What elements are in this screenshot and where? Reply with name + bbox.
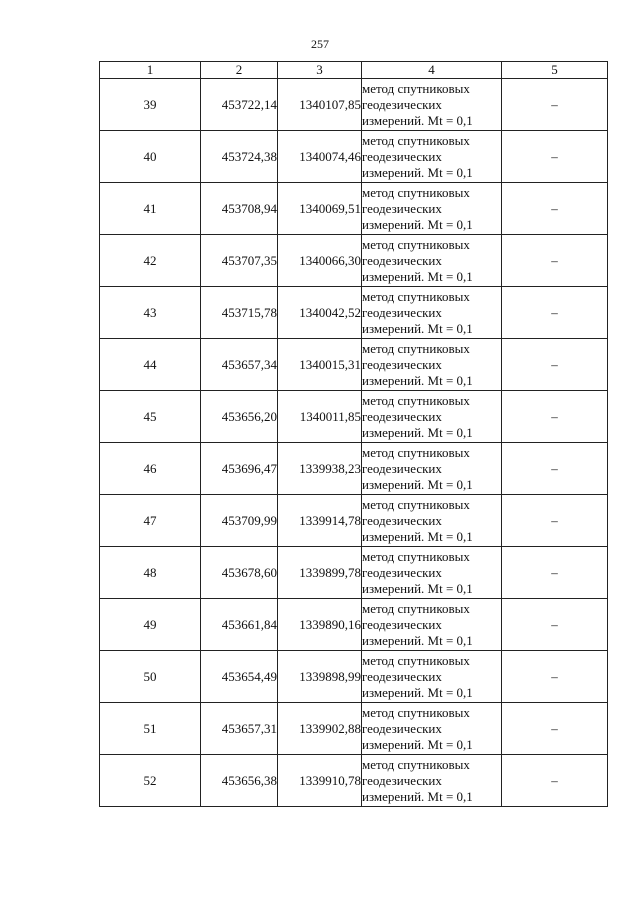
- table-row: [100, 651, 608, 703]
- table-row: [100, 547, 608, 599]
- method-cell: [362, 599, 502, 651]
- x-coordinate-cell: 453656,38: [201, 755, 278, 807]
- method-line: метод спутниковых: [362, 132, 470, 148]
- point-number-cell: 45: [100, 391, 201, 443]
- method-cell: [362, 235, 502, 287]
- table-row: [100, 183, 608, 235]
- method-line: геодезических: [362, 668, 442, 684]
- header-row: [100, 62, 608, 79]
- method-line: метод спутниковых: [362, 392, 470, 408]
- y-coordinate-cell: 1339910,78: [278, 755, 362, 807]
- method-line: геодезических: [362, 148, 442, 164]
- method-line: метод спутниковых: [362, 496, 470, 512]
- method-line: измерений. Mt = 0,1: [362, 476, 473, 492]
- table-row: [100, 495, 608, 547]
- x-coordinate-cell: 453696,47: [201, 443, 278, 495]
- point-number-cell: 50: [100, 651, 201, 703]
- method-cell: [362, 183, 502, 235]
- point-number-cell: 40: [100, 131, 201, 183]
- method-line: измерений. Mt = 0,1: [362, 424, 473, 440]
- method-line: измерений. Mt = 0,1: [362, 684, 473, 700]
- method-line: измерений. Mt = 0,1: [362, 736, 473, 752]
- x-coordinate-cell: 453678,60: [201, 547, 278, 599]
- method-line: измерений. Mt = 0,1: [362, 528, 473, 544]
- header-col-4: 4: [362, 62, 502, 79]
- header-col-5: 5: [502, 62, 608, 79]
- method-cell: [362, 79, 502, 131]
- point-number-cell: 46: [100, 443, 201, 495]
- table-row: [100, 755, 608, 807]
- point-number-cell: 47: [100, 495, 201, 547]
- method-line: измерений. Mt = 0,1: [362, 164, 473, 180]
- note-cell: –: [502, 339, 608, 391]
- note-cell: –: [502, 755, 608, 807]
- table-row: [100, 339, 608, 391]
- table-body: [100, 79, 608, 807]
- note-cell: –: [502, 651, 608, 703]
- y-coordinate-cell: 1339902,88: [278, 703, 362, 755]
- note-cell: –: [502, 287, 608, 339]
- method-line: метод спутниковых: [362, 236, 470, 252]
- method-line: геодезических: [362, 772, 442, 788]
- table-row: [100, 79, 608, 131]
- x-coordinate-cell: 453656,20: [201, 391, 278, 443]
- x-coordinate-cell: 453724,38: [201, 131, 278, 183]
- y-coordinate-cell: 1339899,78: [278, 547, 362, 599]
- method-line: геодезических: [362, 512, 442, 528]
- method-cell: [362, 287, 502, 339]
- x-coordinate-cell: 453707,35: [201, 235, 278, 287]
- table-row: [100, 131, 608, 183]
- method-cell: [362, 391, 502, 443]
- method-line: геодезических: [362, 616, 442, 632]
- y-coordinate-cell: 1340069,51: [278, 183, 362, 235]
- point-number-cell: 51: [100, 703, 201, 755]
- point-number-cell: 44: [100, 339, 201, 391]
- method-line: измерений. Mt = 0,1: [362, 216, 473, 232]
- note-cell: –: [502, 495, 608, 547]
- coordinates-table: [99, 61, 608, 807]
- method-line: метод спутниковых: [362, 704, 470, 720]
- method-line: метод спутниковых: [362, 184, 470, 200]
- method-cell: [362, 651, 502, 703]
- method-line: измерений. Mt = 0,1: [362, 580, 473, 596]
- method-line: геодезических: [362, 408, 442, 424]
- x-coordinate-cell: 453654,49: [201, 651, 278, 703]
- method-line: измерений. Mt = 0,1: [362, 320, 473, 336]
- table-row: [100, 391, 608, 443]
- method-cell: [362, 339, 502, 391]
- y-coordinate-cell: 1340107,85: [278, 79, 362, 131]
- y-coordinate-cell: 1340066,30: [278, 235, 362, 287]
- y-coordinate-cell: 1340011,85: [278, 391, 362, 443]
- method-line: метод спутниковых: [362, 652, 470, 668]
- point-number-cell: 49: [100, 599, 201, 651]
- method-cell: [362, 547, 502, 599]
- note-cell: –: [502, 235, 608, 287]
- y-coordinate-cell: 1340042,52: [278, 287, 362, 339]
- table-row: [100, 443, 608, 495]
- y-coordinate-cell: 1339898,99: [278, 651, 362, 703]
- x-coordinate-cell: 453708,94: [201, 183, 278, 235]
- note-cell: –: [502, 79, 608, 131]
- method-line: геодезических: [362, 564, 442, 580]
- table-row: [100, 287, 608, 339]
- method-line: измерений. Mt = 0,1: [362, 632, 473, 648]
- method-line: метод спутниковых: [362, 340, 470, 356]
- method-line: геодезических: [362, 96, 442, 112]
- method-line: метод спутниковых: [362, 548, 470, 564]
- point-number-cell: 39: [100, 79, 201, 131]
- note-cell: –: [502, 391, 608, 443]
- x-coordinate-cell: 453709,99: [201, 495, 278, 547]
- method-line: геодезических: [362, 200, 442, 216]
- point-number-cell: 41: [100, 183, 201, 235]
- note-cell: –: [502, 443, 608, 495]
- method-line: метод спутниковых: [362, 600, 470, 616]
- method-line: измерений. Mt = 0,1: [362, 112, 473, 128]
- point-number-cell: 42: [100, 235, 201, 287]
- method-cell: [362, 443, 502, 495]
- header-col-1: 1: [100, 62, 201, 79]
- note-cell: –: [502, 183, 608, 235]
- method-line: метод спутниковых: [362, 288, 470, 304]
- method-line: геодезических: [362, 252, 442, 268]
- y-coordinate-cell: 1339890,16: [278, 599, 362, 651]
- y-coordinate-cell: 1340015,31: [278, 339, 362, 391]
- method-line: метод спутниковых: [362, 756, 470, 772]
- table-row: [100, 235, 608, 287]
- note-cell: –: [502, 599, 608, 651]
- x-coordinate-cell: 453715,78: [201, 287, 278, 339]
- point-number-cell: 43: [100, 287, 201, 339]
- method-line: геодезических: [362, 304, 442, 320]
- method-line: геодезических: [362, 460, 442, 476]
- y-coordinate-cell: 1339914,78: [278, 495, 362, 547]
- x-coordinate-cell: 453722,14: [201, 79, 278, 131]
- method-line: геодезических: [362, 720, 442, 736]
- x-coordinate-cell: 453661,84: [201, 599, 278, 651]
- method-line: геодезических: [362, 356, 442, 372]
- point-number-cell: 48: [100, 547, 201, 599]
- method-line: измерений. Mt = 0,1: [362, 268, 473, 284]
- point-number-cell: 52: [100, 755, 201, 807]
- x-coordinate-cell: 453657,31: [201, 703, 278, 755]
- table-row: [100, 703, 608, 755]
- method-line: измерений. Mt = 0,1: [362, 788, 473, 804]
- method-line: измерений. Mt = 0,1: [362, 372, 473, 388]
- table-row: [100, 599, 608, 651]
- method-cell: [362, 131, 502, 183]
- note-cell: –: [502, 131, 608, 183]
- method-cell: [362, 703, 502, 755]
- method-line: метод спутниковых: [362, 444, 470, 460]
- header-col-2: 2: [201, 62, 278, 79]
- y-coordinate-cell: 1340074,46: [278, 131, 362, 183]
- x-coordinate-cell: 453657,34: [201, 339, 278, 391]
- method-cell: [362, 495, 502, 547]
- note-cell: –: [502, 547, 608, 599]
- note-cell: –: [502, 703, 608, 755]
- method-cell: [362, 755, 502, 807]
- method-line: метод спутниковых: [362, 80, 470, 96]
- header-col-3: 3: [278, 62, 362, 79]
- page-number: 257: [311, 37, 329, 51]
- y-coordinate-cell: 1339938,23: [278, 443, 362, 495]
